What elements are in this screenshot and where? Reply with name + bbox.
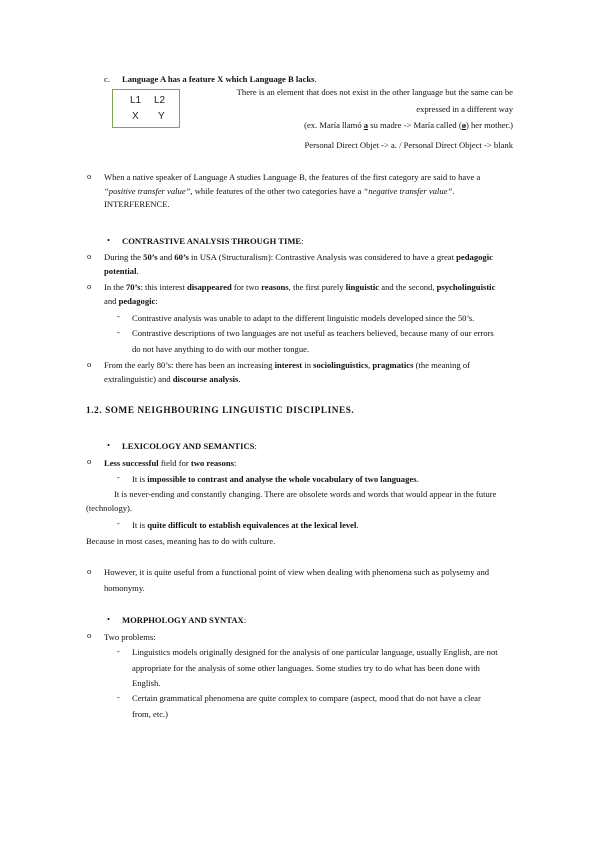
contrastive-d2: Contrastive descriptions of two languages are not useful as teachers believed, because many of our errors do not have anything to do with our mother tongue. — [132, 328, 494, 354]
lexicology-d1: It is impossible to contrast and analyse the whole vocabulary of two languages. — [132, 474, 419, 484]
dash-bullet: - — [117, 518, 120, 528]
c-desc-line2: expressed in a different way — [416, 104, 513, 114]
c-desc-line4: Personal Direct Objet -> a. / Personal Direct Object -> blank — [304, 140, 513, 150]
contrastive-d1: Contrastive analysis was unable to adapt to the different linguistic models developed since the 50’s. — [132, 313, 475, 323]
lexicology-heading: LEXICOLOGY AND SEMANTICS: — [122, 441, 257, 451]
lexicology-p1: Less successful field for two reasons: — [104, 458, 237, 468]
circle-bullet: o — [87, 630, 92, 640]
contrastive-p3: From the early 80’s: there has been an increasing interest in sociolinguistics, pragmatics (the meaning of extralinguistic) and discourse analysis. — [104, 360, 470, 384]
morphology-d2: Certain grammatical phenomena are quite complex to compare (aspect, mood that do not have a clear from, etc.) — [132, 693, 481, 719]
circle-bullet: o — [87, 171, 92, 181]
contrastive-p2: In the 70’s: this interest disappeared for two reasons, the first purely linguistic and the second, psycholinguistic and pedagogic: — [104, 282, 496, 306]
contrastive-p1: During the 50’s and 60’s in USA (Structuralism): Contrastive Analysis was considered to have a great pedagogic potential. — [104, 252, 493, 276]
box-x: X — [132, 111, 139, 122]
language-box — [112, 89, 180, 128]
box-l2: L2 — [154, 95, 166, 106]
native-speaker-paragraph: When a native speaker of Language A studies Language B, the features of the first category are said to have a “positive transfer value”, while features of the other two categories have a “negative transfer value”. INTERFERENCE. — [104, 172, 481, 210]
circle-bullet: o — [87, 359, 92, 369]
contrastive-heading: CONTRASTIVE ANALYSIS THROUGH TIME: — [122, 236, 304, 246]
dot-bullet: • — [107, 235, 111, 245]
dash-bullet: - — [117, 311, 120, 321]
circle-bullet: o — [87, 566, 92, 576]
lexicology-d1-explanation: It is never-ending and constantly changing. There are obsolete words and words that would appear in the future (technology). — [86, 489, 497, 513]
list-marker-c: c. — [104, 74, 110, 84]
morphology-heading: MORPHOLOGY AND SYNTAX: — [122, 615, 247, 625]
circle-bullet: o — [87, 456, 92, 466]
c-item-title: Language A has a feature X which Language B lacks. — [122, 74, 317, 84]
box-y: Y — [158, 111, 165, 122]
lexicology-d2-explanation: Because in most cases, meaning has to do with culture. — [86, 536, 276, 546]
c-desc-line3: (ex. María llamó a su madre -> María called (ø) her mother.) — [304, 120, 513, 130]
circle-bullet: o — [87, 251, 92, 261]
dash-bullet: - — [117, 472, 120, 482]
dash-bullet: - — [117, 327, 120, 337]
dot-bullet: • — [107, 440, 111, 450]
dot-bullet: • — [107, 614, 111, 624]
dash-bullet: - — [117, 646, 120, 656]
box-l1: L1 — [130, 95, 142, 106]
dash-bullet: - — [117, 692, 120, 702]
lexicology-p2: However, it is quite useful from a functional point of view when dealing with phenomena such as polysemy and homonymy. — [104, 567, 490, 593]
morphology-p1: Two problems: — [104, 632, 156, 642]
c-desc-line1: There is an element that does not exist in the other language but the same can be — [236, 87, 513, 97]
section-heading: 1.2. SOME NEIGHBOURING LINGUISTIC DISCIPLINES. — [86, 405, 355, 415]
lexicology-d2: It is quite difficult to establish equivalences at the lexical level. — [132, 520, 359, 530]
morphology-d1: Linguistics models originally designed for the analysis of one particular language, usually English, are not appropriate for the analysis of some other languages. Some studies try to do what has been done with English. — [132, 647, 498, 689]
circle-bullet: o — [87, 281, 92, 291]
